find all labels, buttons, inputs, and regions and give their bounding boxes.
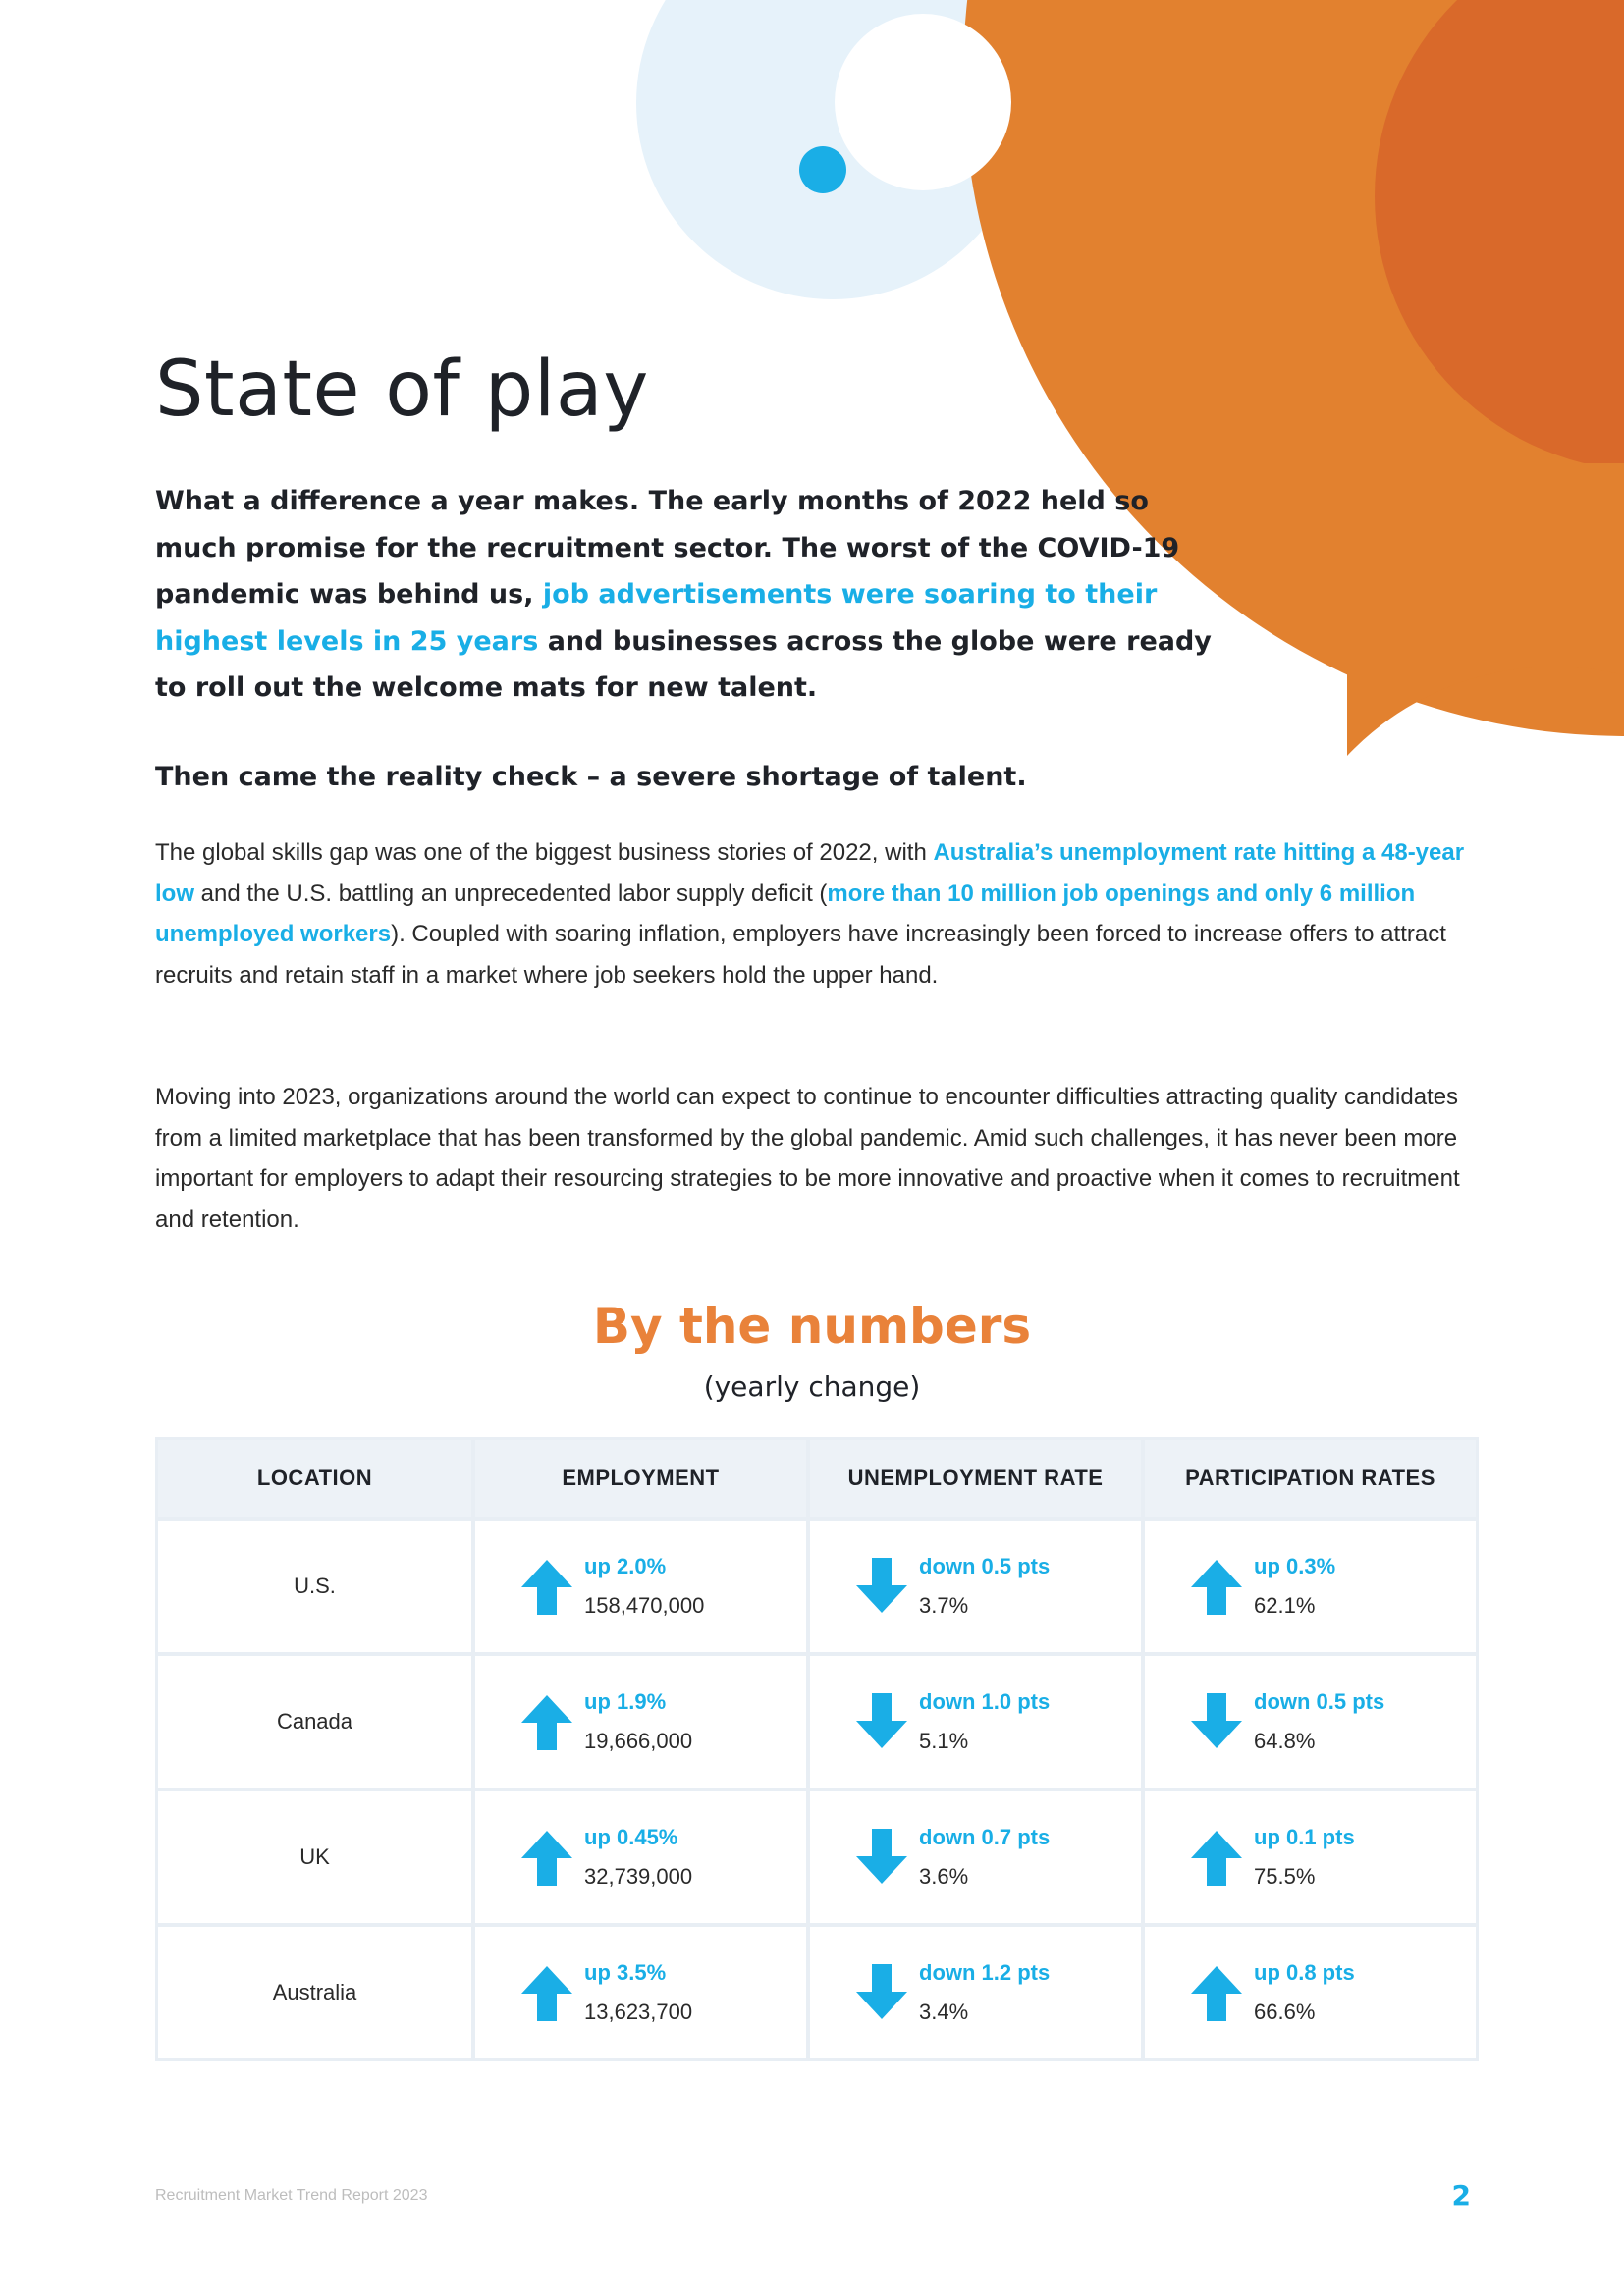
callout-text: Then came the reality check – a severe shortage of talent. <box>155 762 1027 792</box>
stat-text <box>919 1682 1050 1761</box>
arrow-down-icon <box>854 1827 909 1888</box>
value-text: 3.7% <box>919 1593 969 1618</box>
numbers-subtitle: (yearly change) <box>703 1370 921 1403</box>
change-text: down 0.5 pts <box>919 1554 1051 1578</box>
stat-text <box>919 1818 1050 1896</box>
stat-text <box>584 1818 692 1896</box>
paragraph-1-highlight-b: more than 10 million job openings and only 6 million unemployed workers <box>155 880 1416 947</box>
footer-report-name: Recruitment Market Trend Report 2023 <box>155 2187 428 2204</box>
value-text: 64.8% <box>1254 1729 1316 1753</box>
arrow-up-icon <box>519 1962 574 2023</box>
paragraph-1-text-a: The global skills gap was one of the biggest business stories of 2022, with <box>155 839 934 866</box>
location-cell: Australia <box>158 1927 471 2058</box>
value-text: 32,739,000 <box>584 1864 693 1889</box>
arrow-down-icon <box>854 1691 909 1752</box>
participation-rate-cell <box>1145 1927 1476 2058</box>
arrow-up-icon <box>1189 1556 1244 1617</box>
location-cell: UK <box>158 1791 471 1923</box>
stat-text <box>584 1953 692 2032</box>
paragraph-1-text-b: and the U.S. battling an unprecedented labor supply deficit ( <box>194 880 828 907</box>
change-text: up 0.45% <box>584 1825 678 1849</box>
location-cell: U.S. <box>158 1521 471 1652</box>
value-text: 75.5% <box>1254 1864 1316 1889</box>
header-employment: EMPLOYMENT <box>475 1440 806 1517</box>
arrow-up-icon <box>519 1691 574 1752</box>
change-text: up 2.0% <box>584 1554 667 1578</box>
header-unemployment-rate: UNEMPLOYMENT RATE <box>810 1440 1141 1517</box>
paragraph-1-highlight-a: Australia’s unemployment rate hitting a 48-year low <box>155 839 1465 907</box>
body-paragraph-2: Moving into 2023, organizations around the world can expect to continue to encounter difficulties attracting quality candidates from a limited marketplace that has been transformed by the global pandemic. Amid such challenges, it has never been more important for employers to adapt their resourcing strategies to be more innovative and proactive when it comes to recruitment and retention. <box>155 1084 1460 1233</box>
participation-rate-cell <box>1145 1521 1476 1652</box>
employment-cell <box>475 1927 806 2058</box>
header-location: LOCATION <box>158 1440 471 1517</box>
arrow-down-icon <box>1189 1691 1244 1752</box>
participation-rate-cell <box>1145 1656 1476 1788</box>
value-text: 66.6% <box>1254 2000 1316 2024</box>
change-text: up 0.8 pts <box>1254 1960 1355 1985</box>
arrow-up-icon <box>519 1556 574 1617</box>
unemployment-rate-cell <box>810 1927 1141 2058</box>
page-number: 2 <box>1451 2179 1471 2212</box>
participation-rate-cell <box>1145 1791 1476 1923</box>
body-paragraph-1 <box>155 832 1481 995</box>
value-text: 62.1% <box>1254 1593 1316 1618</box>
paragraph-1-text-c: ). Coupled with soaring inflation, employers have increasingly been forced to increase offers to attract recruits and retain staff in a market where job seekers hold the upper hand. <box>155 921 1446 988</box>
change-text: down 1.0 pts <box>919 1689 1051 1714</box>
unemployment-rate-cell <box>810 1791 1141 1923</box>
stat-text <box>1254 1682 1384 1761</box>
value-text: 13,623,700 <box>584 2000 693 2024</box>
lead-paragraph <box>155 478 1216 712</box>
stat-text <box>584 1547 704 1626</box>
lead-text-end: and businesses across the globe were ready to roll out the welcome mats for new talent. <box>155 625 1212 703</box>
lead-text-start: What a difference a year makes. The early months of 2022 held so much promise for the recruitment sector. The worst of the COVID-19 pandemic was behind us, <box>155 486 1180 610</box>
numbers-title: By the numbers <box>592 1298 1032 1355</box>
change-text: up 0.1 pts <box>1254 1825 1355 1849</box>
value-text: 5.1% <box>919 1729 969 1753</box>
value-text: 3.6% <box>919 1864 969 1889</box>
unemployment-rate-cell <box>810 1656 1141 1788</box>
header-participation-rates: PARTICIPATION RATES <box>1145 1440 1476 1517</box>
arrow-up-icon <box>1189 1962 1244 2023</box>
employment-cell <box>475 1656 806 1788</box>
change-text: up 3.5% <box>584 1960 667 1985</box>
lead-highlight: job advertisements were soaring to their highest levels in 25 years <box>155 579 1158 657</box>
unemployment-rate-cell <box>810 1521 1141 1652</box>
arrow-down-icon <box>854 1556 909 1617</box>
change-text: up 1.9% <box>584 1689 667 1714</box>
employment-cell <box>475 1521 806 1652</box>
stat-text <box>1254 1953 1355 2032</box>
arrow-up-icon <box>1189 1827 1244 1888</box>
value-text: 3.4% <box>919 2000 969 2024</box>
stat-text <box>919 1547 1050 1626</box>
change-text: down 0.7 pts <box>919 1825 1051 1849</box>
stat-text <box>1254 1818 1355 1896</box>
change-text: down 0.5 pts <box>1254 1689 1385 1714</box>
stat-text <box>919 1953 1050 2032</box>
stat-text <box>1254 1547 1335 1626</box>
value-text: 19,666,000 <box>584 1729 693 1753</box>
white-ring-circle <box>835 14 1011 190</box>
stat-text <box>584 1682 692 1761</box>
change-text: up 0.3% <box>1254 1554 1336 1578</box>
blue-dot <box>799 146 846 193</box>
change-text: down 1.2 pts <box>919 1960 1051 1985</box>
arrow-down-icon <box>854 1962 909 2023</box>
numbers-table <box>155 1437 1479 2061</box>
page-title: State of play <box>155 346 649 434</box>
arrow-up-icon <box>519 1827 574 1888</box>
value-text: 158,470,000 <box>584 1593 705 1618</box>
employment-cell <box>475 1791 806 1923</box>
location-cell: Canada <box>158 1656 471 1788</box>
